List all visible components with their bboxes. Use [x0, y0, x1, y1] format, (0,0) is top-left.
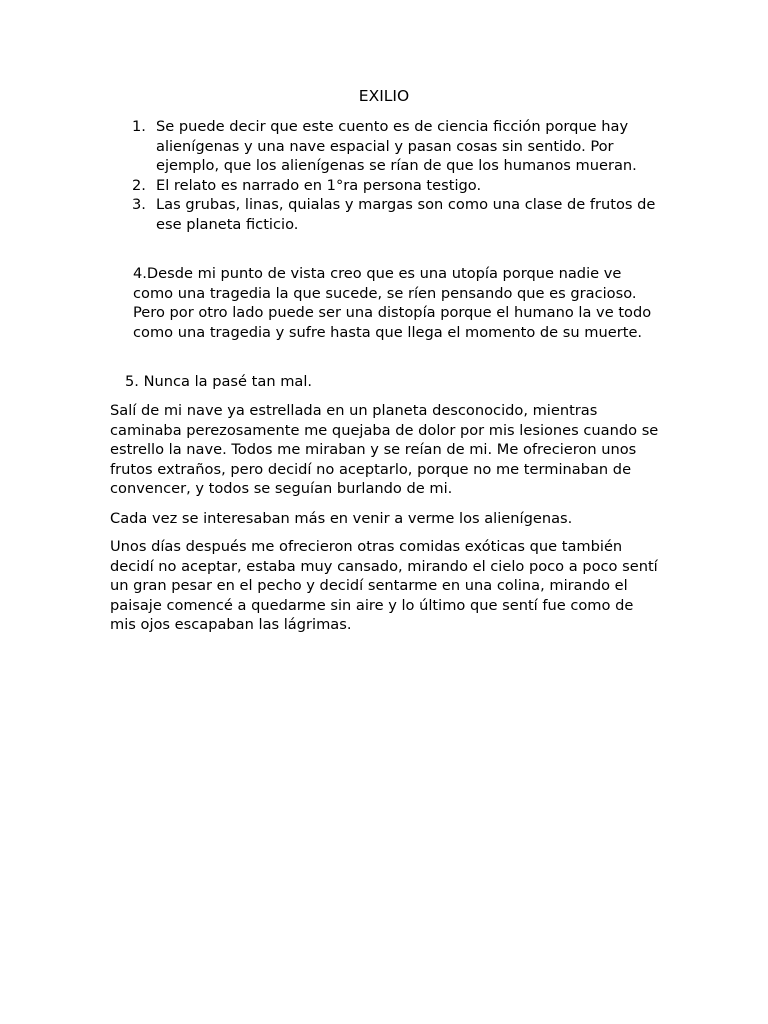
list-item-number: 3.	[132, 196, 146, 214]
list-item	[132, 176, 672, 196]
list-item	[132, 117, 672, 176]
story-paragraph: Unos días después me ofrecieron otras comidas exóticas que también decidí no aceptar, estaba muy cansado, mirando el cielo poco a poco sentí un gran pesar en el pecho y decidí sentarme en una colina, mirando el paisaje comencé a quedarme sin aire y lo último que sentí fue como de mis ojos escapaban las lágrimas.	[110, 538, 658, 634]
list-item-text: El relato es narrado en 1°ra persona testigo.	[156, 176, 482, 194]
list-item-number: 2.	[132, 176, 146, 194]
list-item	[132, 195, 672, 234]
document-title: EXILIO	[358, 87, 410, 105]
list-item-text: Se puede decir que este cuento es de ciencia ficción porque hay alienígenas y una nave espacial y pasan cosas sin sentido. Por ejemplo, que los alienígenas se rían de que los humanos mueran.	[156, 118, 637, 175]
list-item-text: Las grubas, linas, quialas y margas son como una clase de frutos de ese planeta ficticio.	[156, 196, 656, 233]
story-paragraph: Cada vez se interesaban más en venir a verme los alienígenas.	[110, 510, 573, 527]
numbered-list	[132, 117, 672, 235]
answer-paragraph-4: 4.Desde mi punto de vista creo que es una utopía porque nadie ve como una tragedia la que sucede, se ríen pensando que es gracioso. Pero por otro lado puede ser una distopía porque el humano la ve todo como una tragedia y sufre hasta que llega el momento de su muerte.	[133, 265, 652, 341]
story-paragraph: Salí de mi nave ya estrellada en un planeta desconocido, mientras caminaba perezosamente me quejaba de dolor por mis lesiones cuando se estrello la nave. Todos me miraban y se reían de mi. Me ofrecieron unos frutos extraños, pero decidí no aceptarlo, porque no me terminaban de convencer, y todos se seguían burlando de mi.	[110, 402, 659, 498]
answer-item-5: 5. Nunca la pasé tan mal.	[125, 373, 313, 390]
list-item-number: 1.	[132, 118, 146, 135]
